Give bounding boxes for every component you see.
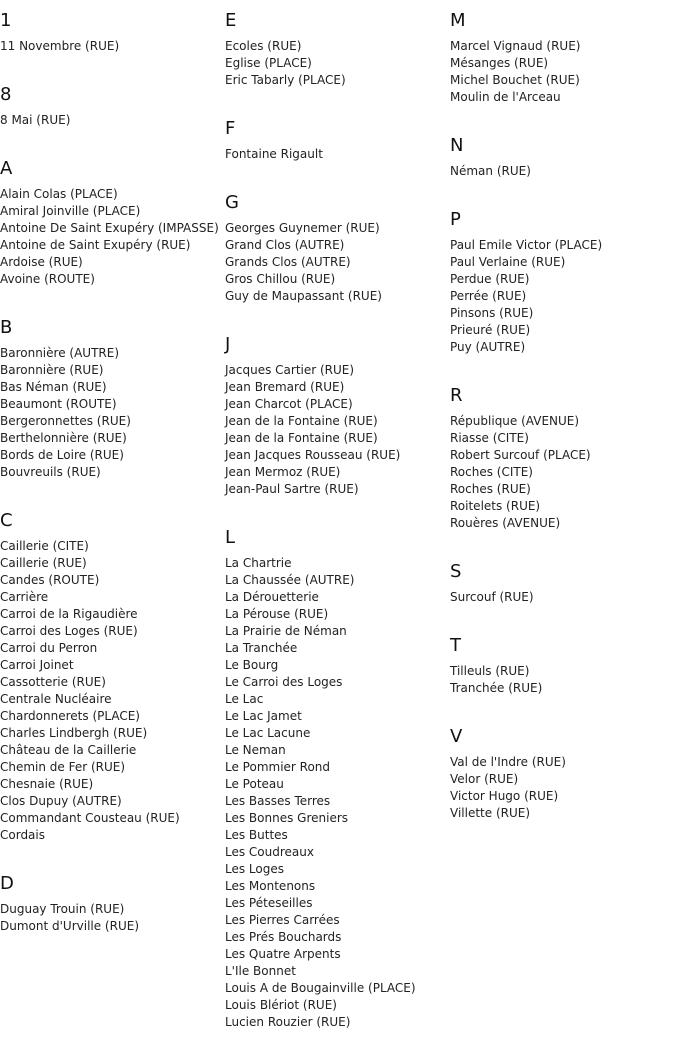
letter-group (450, 716, 674, 841)
street-link[interactable]: Jean Charcot (PLACE) (225, 397, 353, 411)
street-link[interactable]: Surcouf (RUE) (450, 590, 534, 604)
street-link[interactable]: Puy (AUTRE) (450, 340, 526, 354)
letter-heading: M (450, 10, 466, 31)
street-list (450, 754, 674, 841)
street-link[interactable]: Rouères (AVENUE) (450, 516, 561, 530)
street-link[interactable]: Berthelonnière (RUE) (0, 431, 127, 445)
street-link[interactable]: Moulin de l'Arceau (450, 90, 561, 104)
street-link[interactable]: Jean Jacques Rousseau (RUE) (225, 448, 401, 462)
street-list (225, 146, 449, 182)
street-link[interactable]: Michel Bouchet (RUE) (450, 73, 580, 87)
street-link[interactable]: Le Lac Jamet (225, 709, 302, 723)
street-link[interactable]: Le Carroi des Loges (225, 675, 343, 689)
street-list (0, 112, 224, 148)
street-link[interactable]: Le Neman (225, 743, 286, 757)
street-link[interactable]: Perdue (RUE) (450, 272, 530, 286)
street-link[interactable]: Dumont d'Urville (RUE) (0, 919, 140, 933)
street-link[interactable]: Paul Verlaine (RUE) (450, 255, 566, 269)
street-link[interactable]: Eric Tabarly (PLACE) (225, 73, 346, 87)
street-link[interactable]: Perrée (RUE) (450, 289, 527, 303)
street-list (450, 38, 674, 125)
street-link[interactable]: Prieuré (RUE) (450, 323, 531, 337)
letter-heading: N (450, 135, 464, 156)
street-list (225, 362, 449, 517)
letter-heading: T (450, 635, 461, 656)
street-list (0, 186, 224, 307)
street-link[interactable]: Néman (RUE) (450, 164, 531, 178)
street-link[interactable]: 11 Novembre (RUE) (0, 39, 120, 53)
street-link[interactable]: L'Ile Bonnet (225, 964, 296, 978)
street-link[interactable]: Roitelets (RUE) (450, 499, 541, 513)
street-link[interactable]: Charles Lindbergh (RUE) (0, 726, 148, 740)
letter-heading: C (0, 510, 13, 531)
street-link[interactable]: Mésanges (RUE) (450, 56, 549, 70)
street-list (225, 220, 449, 324)
street-link[interactable]: Carroi de la Rigaudière (0, 607, 138, 621)
street-link[interactable]: Le Lac Lacune (225, 726, 311, 740)
street-link[interactable]: Guy de Maupassant (RUE) (225, 289, 382, 303)
letter-group (0, 0, 224, 74)
street-link[interactable]: Les Prés Bouchards (225, 930, 342, 944)
street-link[interactable]: Duguay Trouin (RUE) (0, 902, 125, 916)
street-link[interactable]: Paul Emile Victor (PLACE) (450, 238, 603, 252)
letter-group (0, 148, 224, 307)
street-link[interactable]: Marcel Vignaud (RUE) (450, 39, 581, 53)
street-link[interactable]: Carroi du Perron (0, 641, 98, 655)
street-link[interactable]: Antoine De Saint Exupéry (IMPASSE) (0, 221, 219, 235)
street-link[interactable]: Bouvreuils (RUE) (0, 465, 101, 479)
street-list (0, 901, 224, 954)
street-link[interactable]: La Pérouse (RUE) (225, 607, 329, 621)
street-link[interactable]: Le Bourg (225, 658, 279, 672)
street-list (0, 538, 224, 863)
letter-group (450, 199, 674, 375)
street-link[interactable]: Jean de la Fontaine (RUE) (225, 431, 378, 445)
street-link[interactable]: Ardoise (RUE) (0, 255, 83, 269)
street-link[interactable]: Baronnière (RUE) (0, 363, 104, 377)
index-column (225, 0, 449, 1050)
letter-group (225, 108, 449, 182)
street-link[interactable]: Les Bonnes Greniers (225, 811, 349, 825)
street-list (225, 555, 449, 1050)
letter-heading: V (450, 726, 463, 747)
street-link[interactable]: Roches (CITE) (450, 465, 533, 479)
street-link[interactable]: Le Poteau (225, 777, 284, 791)
street-link[interactable]: Louis Blériot (RUE) (225, 998, 337, 1012)
letter-group (450, 625, 674, 716)
street-list (225, 38, 449, 108)
index-column (0, 0, 224, 954)
letter-heading: D (0, 873, 14, 894)
letter-group (225, 0, 449, 108)
street-link[interactable]: Antoine de Saint Exupéry (RUE) (0, 238, 191, 252)
street-link[interactable]: Pinsons (RUE) (450, 306, 534, 320)
letter-heading: 1 (0, 10, 12, 31)
street-link[interactable]: 8 Mai (RUE) (0, 113, 71, 127)
street-link[interactable]: Les Pierres Carrées (225, 913, 340, 927)
street-link[interactable]: République (AVENUE) (450, 414, 580, 428)
street-link[interactable]: Velor (RUE) (450, 772, 519, 786)
street-link[interactable]: Les Basses Terres (225, 794, 331, 808)
letter-group (0, 500, 224, 863)
street-link[interactable]: Les Montenons (225, 879, 316, 893)
letter-group (0, 307, 224, 500)
street-link[interactable]: Carrière (0, 590, 49, 604)
street-list (450, 163, 674, 199)
street-link[interactable]: Jean-Paul Sartre (RUE) (225, 482, 359, 496)
letter-heading: 8 (0, 84, 12, 105)
street-link[interactable]: Le Pommier Rond (225, 760, 331, 774)
street-link[interactable]: Carroi Joinet (0, 658, 74, 672)
street-list (450, 663, 674, 716)
street-link[interactable]: La Chartrie (225, 556, 292, 570)
letter-group (225, 517, 449, 1050)
street-link[interactable]: Chesnaie (RUE) (0, 777, 94, 791)
street-link[interactable]: Riasse (CITE) (450, 431, 529, 445)
street-link[interactable]: Gros Chillou (RUE) (225, 272, 336, 286)
street-link[interactable]: Cordais (0, 828, 45, 842)
letter-heading: B (0, 317, 13, 338)
street-link[interactable]: Jacques Cartier (RUE) (225, 363, 355, 377)
street-link[interactable]: Avoine (ROUTE) (0, 272, 95, 286)
street-link[interactable]: Les Buttes (225, 828, 288, 842)
street-link[interactable]: Alain Colas (PLACE) (0, 187, 118, 201)
street-link[interactable]: Georges Guynemer (RUE) (225, 221, 380, 235)
street-link[interactable]: Tranchée (RUE) (450, 681, 543, 695)
street-link[interactable]: Centrale Nucléaire (0, 692, 112, 706)
street-link[interactable]: Les Loges (225, 862, 284, 876)
letter-heading: L (225, 527, 236, 548)
street-link[interactable]: Caillerie (CITE) (0, 539, 89, 553)
letter-heading: J (225, 334, 231, 355)
street-list (0, 38, 224, 74)
street-link[interactable]: Beaumont (ROUTE) (0, 397, 117, 411)
letter-group (450, 125, 674, 199)
street-link[interactable]: Carroi des Loges (RUE) (0, 624, 138, 638)
street-link[interactable]: Lucien Rouzier (RUE) (225, 1015, 351, 1029)
street-link[interactable]: Chemin de Fer (RUE) (0, 760, 126, 774)
street-list (450, 413, 674, 551)
street-link[interactable]: Jean Bremard (RUE) (225, 380, 345, 394)
street-link[interactable]: Les Quatre Arpents (225, 947, 341, 961)
letter-group (225, 182, 449, 324)
street-link[interactable]: Bas Néman (RUE) (0, 380, 107, 394)
street-link[interactable]: Commandant Cousteau (RUE) (0, 811, 180, 825)
street-link[interactable]: Fontaine Rigault (225, 147, 323, 161)
street-link[interactable]: Victor Hugo (RUE) (450, 789, 559, 803)
letter-group (0, 74, 224, 148)
street-link[interactable]: Jean de la Fontaine (RUE) (225, 414, 378, 428)
letter-heading: S (450, 561, 462, 582)
street-link[interactable]: Candes (ROUTE) (0, 573, 100, 587)
street-link[interactable]: Grand Clos (AUTRE) (225, 238, 345, 252)
street-link[interactable]: Ecoles (RUE) (225, 39, 302, 53)
street-link[interactable]: Tilleuls (RUE) (450, 664, 530, 678)
street-link[interactable]: Robert Surcouf (PLACE) (450, 448, 591, 462)
street-link[interactable]: Villette (RUE) (450, 806, 531, 820)
street-link[interactable]: La Chaussée (AUTRE) (225, 573, 355, 587)
street-link[interactable]: Les Péteseilles (225, 896, 313, 910)
street-link[interactable]: Val de l'Indre (RUE) (450, 755, 566, 769)
letter-heading: P (450, 209, 461, 230)
letter-heading: R (450, 385, 463, 406)
street-link[interactable]: Bords de Loire (RUE) (0, 448, 124, 462)
street-link[interactable]: Amiral Joinville (PLACE) (0, 204, 141, 218)
street-link[interactable]: La Tranchée (225, 641, 298, 655)
street-link[interactable]: Roches (RUE) (450, 482, 531, 496)
street-link[interactable]: Les Coudreaux (225, 845, 314, 859)
street-link[interactable]: Cassotterie (RUE) (0, 675, 106, 689)
street-list (0, 345, 224, 500)
street-link[interactable]: Le Lac (225, 692, 264, 706)
street-list (450, 589, 674, 625)
letter-group (450, 375, 674, 551)
index-column (450, 0, 674, 841)
letter-heading: A (0, 158, 13, 179)
letter-heading: E (225, 10, 237, 31)
letter-group (450, 551, 674, 625)
street-link[interactable]: Château de la Caillerie (0, 743, 137, 757)
letter-heading: G (225, 192, 239, 213)
street-link[interactable]: La Prairie de Néman (225, 624, 347, 638)
letter-group (225, 324, 449, 517)
street-link[interactable]: Louis A de Bougainville (PLACE) (225, 981, 416, 995)
street-link[interactable]: Caillerie (RUE) (0, 556, 87, 570)
street-list (450, 237, 674, 375)
street-link[interactable]: Chardonnerets (PLACE) (0, 709, 140, 723)
street-link[interactable]: Grands Clos (AUTRE) (225, 255, 351, 269)
street-link[interactable]: Bergeronnettes (RUE) (0, 414, 131, 428)
street-link[interactable]: Eglise (PLACE) (225, 56, 312, 70)
street-link[interactable]: Clos Dupuy (AUTRE) (0, 794, 122, 808)
street-link[interactable]: Baronnière (AUTRE) (0, 346, 119, 360)
letter-group (450, 0, 674, 125)
letter-heading: F (225, 118, 236, 139)
street-link[interactable]: La Dérouetterie (225, 590, 319, 604)
street-link[interactable]: Jean Mermoz (RUE) (225, 465, 341, 479)
letter-group (0, 863, 224, 954)
